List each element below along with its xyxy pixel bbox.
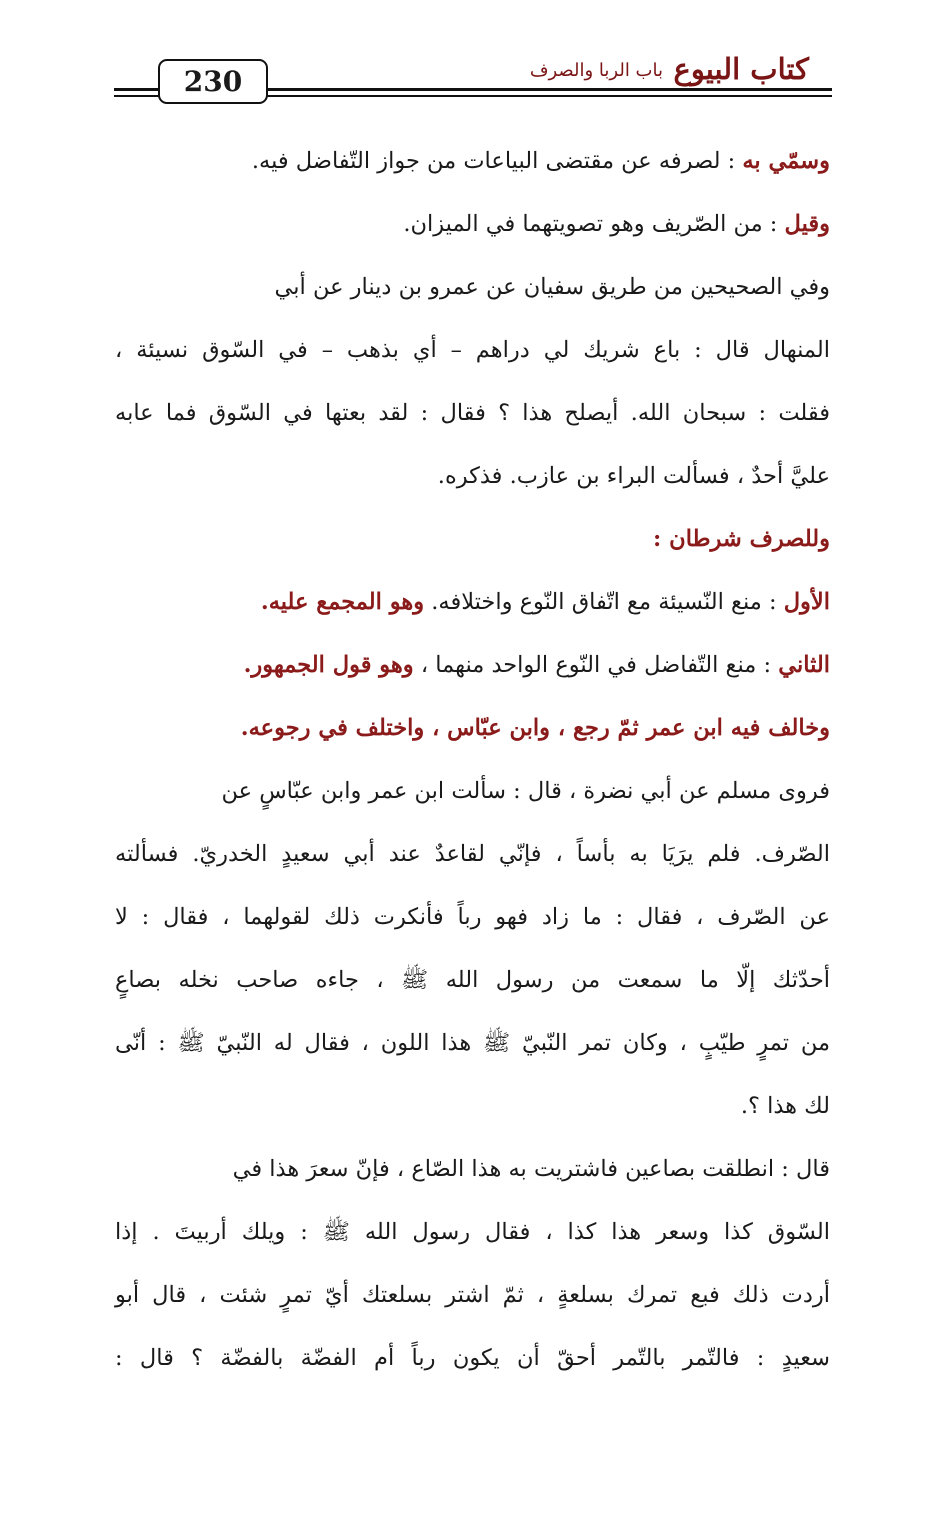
text-line: السّوق كذا وسعر هذا كذا ، فقال رسول الله ﷺ : ويلك أربيتَ . إذا [115, 1219, 830, 1245]
text-line: عليَّ أحدٌ ، فسألت البراء بن عازب. فذكره. [437, 463, 830, 489]
text-line-highlighted: وخالف فيه ابن عمر ثمّ رجع ، وابن عبّاس ، واختلف في رجوعه. [240, 715, 830, 741]
text-line: سعيدٍ : فالتّمر بالتّمر أحقّ أن يكون رباً أم الفضّة بالفضّة ؟ قال : [115, 1345, 830, 1371]
book-title: كتاب البيوع [673, 52, 809, 86]
text-line: فروى مسلم عن أبي نضرة ، قال : سألت ابن عمر وابن عبّاسٍ عن [221, 778, 830, 804]
page-number: 230 [158, 59, 268, 104]
text-line: الثاني : منع التّفاضل في النّوع الواحد منهما ، وهو قول الجمهور. [243, 652, 830, 678]
text-line: فقلت : سبحان الله. أيصلح هذا ؟ فقال : لقد بعتها في السّوق فما عابه [115, 400, 830, 426]
text-line: وقيل : من الصّريف وهو تصويتهما في الميزان. [403, 211, 830, 237]
text-line: عن الصّرف ، فقال : ما زاد فهو رباً فأنكرت ذلك لقولهما ، فقال : لا [115, 904, 830, 930]
text-line: قال : انطلقت بصاعين فاشتريت به هذا الصّاع ، فإنّ سعرَ هذا في [232, 1156, 830, 1182]
text-line: المنهال قال : باع شريك لي دراهم – أي بذهب – في السّوق نسيئة ، [115, 337, 830, 363]
text-line: الأول : منع النّسيئة مع اتّفاق النّوع واختلافه. وهو المجمع عليه. [260, 589, 830, 615]
text-line: لك هذا ؟. [740, 1093, 830, 1119]
text-line: أردت ذلك فبع تمرك بسلعةٍ ، ثمّ اشتر بسلعتك أيّ تمرٍ شئت ، قال أبو [115, 1282, 830, 1308]
chapter-title: باب الربا والصرف [529, 60, 663, 81]
text-line: أحدّثك إلّا ما سمعت من رسول الله ﷺ ، جاءه صاحب نخله بصاعٍ [115, 967, 830, 993]
text-line: الصّرف. فلم يرَيَا به بأساً ، فإنّي لقاعدٌ عند أبي سعيدٍ الخدريّ. فسألته [115, 841, 830, 867]
text-line: وفي الصحيحين من طريق سفيان عن عمرو بن دينار عن أبي [274, 274, 830, 300]
text-line: وسمّي به : لصرفه عن مقتضى البياعات من جواز التّفاضل فيه. [251, 148, 830, 174]
section-heading: وللصرف شرطان : [653, 526, 830, 552]
text-line: من تمرٍ طيّبٍ ، وكان تمر النّبيّ ﷺ هذا اللون ، فقال له النّبيّ ﷺ : أنّى [115, 1030, 830, 1056]
